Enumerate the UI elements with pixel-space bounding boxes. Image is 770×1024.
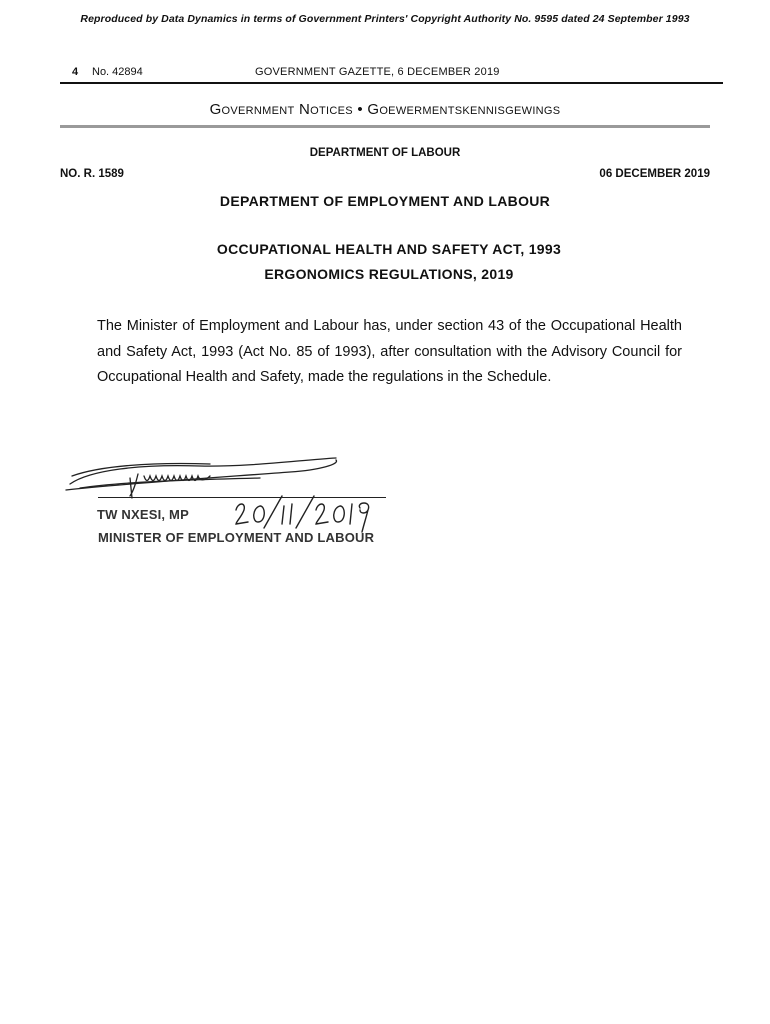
minister-name: TW NXESI, MP <box>97 507 189 522</box>
regulations-title: ERGONOMICS REGULATIONS, 2019 <box>264 266 514 282</box>
section-title: Government Notices • Goewermentskennisgewings <box>209 101 561 118</box>
act-title: OCCUPATIONAL HEALTH AND SAFETY ACT, 1993 <box>216 241 562 257</box>
minister-title: MINISTER OF EMPLOYMENT AND LABOUR <box>98 530 375 545</box>
signature-rule <box>98 497 386 498</box>
notice-number: NO. R. 1589 <box>60 168 124 180</box>
header-rule <box>60 82 723 84</box>
body-paragraph: The Minister of Employment and Labour has, under section 43 of the Occupational Health and Safety Act, 1993 (Act No. 85 of 1993), after consultation with the Advisory Council for Occupational Health and Safety, made the regulations in the Schedule. <box>97 318 682 385</box>
signature-image <box>60 450 380 540</box>
page-number: 4 <box>72 66 79 78</box>
gazette-number: No. 42894 <box>92 66 143 78</box>
section-rule <box>60 125 710 128</box>
handwritten-signature <box>66 458 337 498</box>
gazette-title: GOVERNMENT GAZETTE, 6 DECEMBER 2019 <box>255 66 500 78</box>
department-main-heading: DEPARTMENT OF EMPLOYMENT AND LABOUR <box>219 193 551 209</box>
handwritten-date <box>236 496 369 532</box>
department-heading: DEPARTMENT OF LABOUR <box>309 147 461 159</box>
reproduction-notice: Reproduced by Data Dynamics in terms of Government Printers' Copyright Authority No. 9595 dated 24 September 1993 <box>80 13 690 25</box>
notice-date: 06 DECEMBER 2019 <box>599 168 710 180</box>
running-head <box>60 66 720 80</box>
